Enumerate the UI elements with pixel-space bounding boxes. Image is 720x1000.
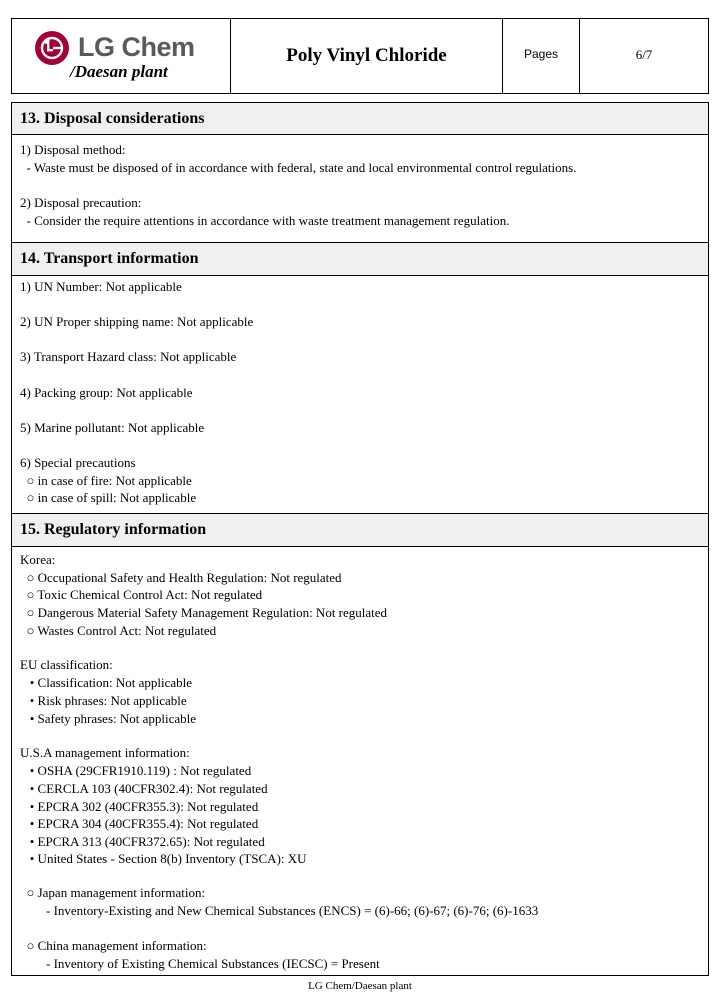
brand-name: LG Chem	[78, 32, 195, 62]
section-15-line: ○ Wastes Control Act: Not regulated	[20, 623, 217, 638]
section-15-line: Korea:	[20, 552, 56, 567]
section-15-line: U.S.A management information:	[20, 745, 190, 760]
section-15-line: • EPCRA 302 (40CFR355.3): Not regulated	[20, 799, 259, 814]
plant-name: /Daesan plant	[70, 62, 168, 81]
page-number: 6/7	[635, 47, 653, 62]
title-cell	[231, 19, 503, 93]
section-15-line: - Inventory of Existing Chemical Substances (IECSC) = Present	[20, 956, 380, 971]
section-15-line: • EPCRA 304 (40CFR355.4): Not regulated	[20, 816, 259, 831]
section-15-line: • Classification: Not applicable	[20, 675, 193, 690]
section-15-line: • EPCRA 313 (40CFR372.65): Not regulated	[20, 834, 265, 849]
page-footer: LG Chem/Daesan plant	[308, 980, 412, 992]
section-15-line: ○ Toxic Chemical Control Act: Not regulated	[20, 587, 263, 602]
section-14-line: ○ in case of fire: Not applicable	[20, 473, 192, 488]
section-13-line: - Waste must be disposed of in accordance with federal, state and local environmental control regulations.	[20, 160, 577, 175]
logo-cell	[12, 19, 231, 93]
section-15-line: ○ China management information:	[20, 938, 207, 953]
section-14-heading: 14. Transport information	[12, 242, 708, 276]
section-14-line: 4) Packing group: Not applicable	[20, 385, 193, 400]
section-15-line: • CERCLA 103 (40CFR302.4): Not regulated	[20, 781, 268, 796]
section-15-line: ○ Japan management information:	[20, 885, 206, 900]
section-15-heading: 15. Regulatory information	[12, 513, 708, 547]
section-14-line: 5) Marine pollutant: Not applicable	[20, 420, 205, 435]
section-13-line: - Consider the require attentions in accordance with waste treatment management regulation.	[20, 213, 510, 228]
pages-label-cell	[503, 19, 580, 93]
section-13-line: 1) Disposal method:	[20, 142, 126, 157]
section-15-line: • Safety phrases: Not applicable	[20, 711, 197, 726]
document-body	[11, 102, 709, 976]
section-15-line: ○ Occupational Safety and Health Regulation: Not regulated	[20, 570, 342, 585]
document-header	[11, 18, 709, 94]
pages-label: Pages	[523, 47, 559, 61]
lg-logo-icon	[34, 30, 70, 66]
section-14-line: 6) Special precautions	[20, 455, 136, 470]
section-15-line: • Risk phrases: Not applicable	[20, 693, 187, 708]
page-number-cell	[580, 19, 708, 93]
section-15-line: EU classification:	[20, 657, 113, 672]
section-15-line: ○ Dangerous Material Safety Management Regulation: Not regulated	[20, 605, 388, 620]
section-13-line: 2) Disposal precaution:	[20, 195, 142, 210]
section-14-line: ○ in case of spill: Not applicable	[20, 490, 197, 505]
document-title: Poly Vinyl Chloride	[286, 45, 447, 66]
section-14-line: 3) Transport Hazard class: Not applicable	[20, 349, 237, 364]
section-13-heading: 13. Disposal considerations	[12, 103, 708, 135]
section-14-line: 1) UN Number: Not applicable	[20, 279, 182, 294]
section-15-line: • United States - Section 8(b) Inventory (TSCA): XU	[20, 851, 307, 866]
section-15-line: • OSHA (29CFR1910.119) : Not regulated	[20, 763, 252, 778]
section-15-line: - Inventory-Existing and New Chemical Substances (ENCS) = (6)-66; (6)-67; (6)-76; (6)-1633	[20, 903, 539, 918]
section-14-line: 2) UN Proper shipping name: Not applicable	[20, 314, 254, 329]
